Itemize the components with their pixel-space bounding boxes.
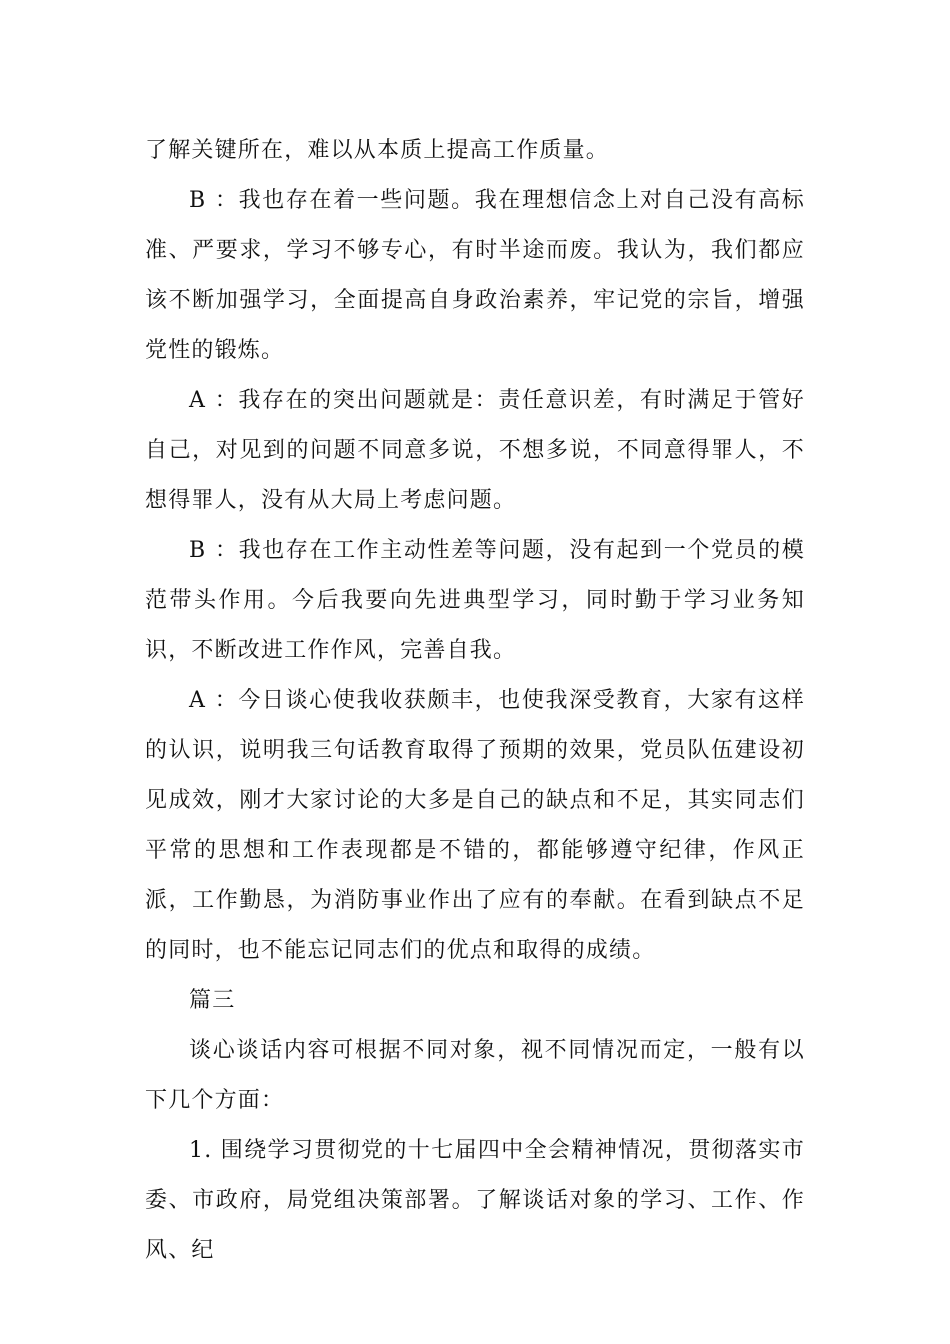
paragraph-intro: 谈心谈话内容可根据不同对象，视不同情况而定，一般有以下几个方面： <box>145 1038 805 1113</box>
paragraph-dialogue-b-2: B ：我也存在工作主动性差等问题，没有起到一个党员的模范带头作用。今后我要向先进典型学习，同时勤于学习业务知识，不断改进工作作风，完善自我。 <box>145 538 805 663</box>
paragraph-item-1: 1. 围绕学习贯彻党的十七届四中全会精神情况，贯彻落实市委、市政府，局党组决策部署。了解谈话对象的学习、工作、作风、纪 <box>145 1138 805 1263</box>
paragraph-dialogue-a-2: A ：今日谈心使我收获颇丰，也使我深受教育，大家有这样的认识，说明我三句话教育取得了预期的效果，党员队伍建设初见成效，刚才大家讨论的大多是自己的缺点和不足，其实同志们平常的思想和工作表现都是不错的，都能够遵守纪律，作风正派，工作勤恳，为消防事业作出了应有的奉献。在看到缺点不足的同时，也不能忘记同志们的优点和取得的成绩。 <box>145 688 805 963</box>
paragraph-continuation: 了解关键所在，难以从本质上提高工作质量。 <box>145 138 610 163</box>
paragraph-dialogue-a-1: A ：我存在的突出问题就是：责任意识差，有时满足于管好自己，对见到的问题不同意多说，不想多说，不同意得罪人，不想得罪人，没有从大局上考虑问题。 <box>145 388 805 513</box>
paragraph-dialogue-b-1: B ：我也存在着一些问题。我在理想信念上对自己没有高标准、严要求，学习不够专心，有时半途而废。我认为，我们都应该不断加强学习，全面提高自身政治素养，牢记党的宗旨，增强党性的锻炼。 <box>145 188 805 363</box>
document-body <box>145 126 805 1276</box>
section-heading: 篇三 <box>189 988 236 1013</box>
